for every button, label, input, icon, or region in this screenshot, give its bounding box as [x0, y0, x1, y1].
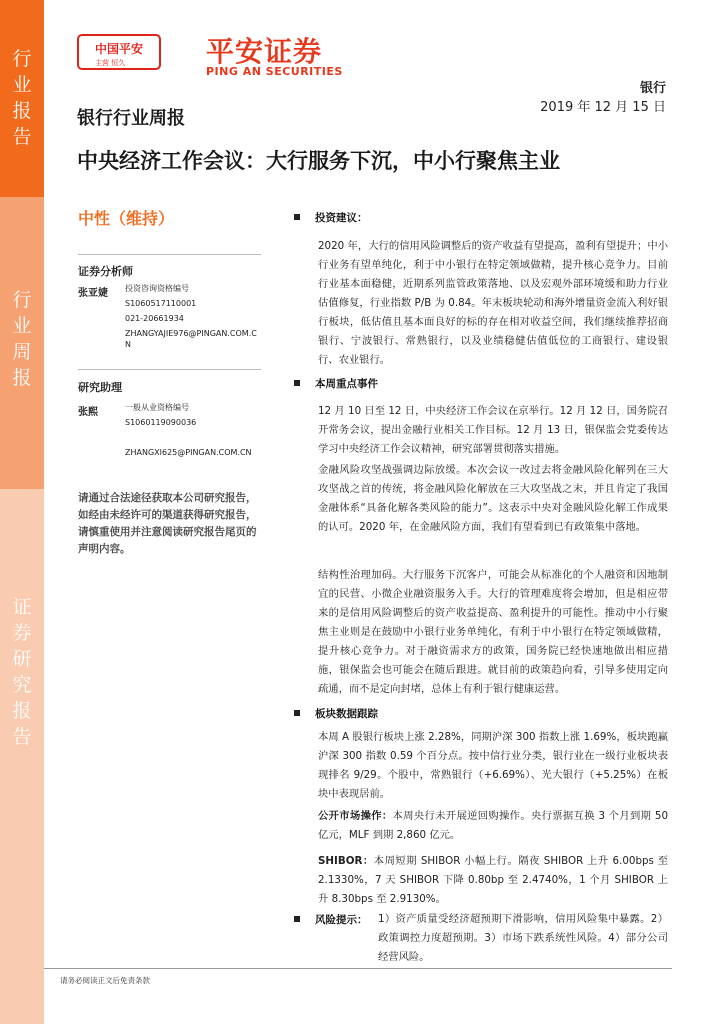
sidebar-label: 行业周报 [12, 289, 32, 389]
assistant-name: 张熙 [78, 407, 98, 418]
section-heading [294, 376, 378, 391]
analyst-heading: 证券分析师 [78, 265, 133, 278]
divider [78, 254, 261, 255]
paragraph: 2020 年，大行的信用风险调整后的资产收益有望提高，盈利有望提升；中小行业务有望单纯化，利于中小银行在特定领域做精，提升核心竞争力。目前行业基本面稳健，近期系列监管政策落地、以及宏观外部环境缓和助力行业估值修复，行业指数 P/B 为 0.84。年末板块轮动和海外增量资金流入利好银行板块，低估值且基本面良好的标的存在相对收益空间，我们继续推荐招商银行、宁波银行、常熟银行，以及业绩稳健估值低位的工商银行、建设银行、农业银行。 [318, 240, 668, 366]
section-heading [294, 210, 368, 225]
bullet-icon [294, 916, 300, 922]
disclaimer: 请通过合法途径获取本公司研究报告，如经由未经许可的渠道获得研究报告，请慎重使用并注意阅读研究报告尾页的声明内容。 [78, 492, 257, 555]
paragraph [318, 852, 668, 909]
analyst-detail: N [125, 340, 131, 349]
footer-divider [44, 968, 672, 969]
logo-text: 中国平安 [94, 42, 143, 56]
paragraph-label: 公开市场操作： [318, 810, 393, 822]
brand-name-cn: 平安证券 [206, 35, 323, 68]
assistant-detail: ZHANGXI625@PINGAN.COM.CN [125, 448, 252, 457]
sector-label: 银行 [639, 81, 666, 96]
assistant-detail: S1060119090036 [125, 418, 197, 427]
paragraph: 1）资产质量受经济超预期下滑影响，信用风险集中暴露。2）政策调控力度超预期。3）市场下跌系统性风险。4）部分公司经营风险。 [378, 913, 668, 963]
bullet-icon [294, 214, 300, 220]
sidebar-securities-research [0, 489, 44, 1024]
divider [78, 369, 261, 370]
sidebar-weekly-report [0, 197, 44, 489]
paragraph-text: 本周短期 SHIBOR 小幅上行。隔夜 SHIBOR 上升 6.00bps 至 2.1330%，7 天 SHIBOR 下降 0.80bp 至 2.4740%，1 个月 SHIBOR 上升 8.30bps 至 2.9130%。 [318, 855, 668, 905]
section-heading-text: 本周重点事件 [315, 378, 378, 390]
report-date: 2019 年 12 月 15 日 [540, 100, 666, 115]
rating: 中性（维持） [78, 209, 175, 228]
paragraph: 结构性治理加码。大行服务下沉客户，可能会从标准化的个人融资和因地制宜的民营、小微企业融资服务入手。大行的管理难度将会增加，但是相应带来的是信用风险调整后的资产收益提高、盈利提升的可能性。推动中小行聚焦主业则是在鼓励中小银行业务单纯化，有利于中小银行在特定领域做精，提升核心竞争力。对于融资需求方的政策，国务院已经快速地做出相应措施，银保监会也可能会在随后跟进。就目前的政策趋向看，引导多使用定向疏通，而不是定向封堵，总体上有利于银行健康运营。 [318, 569, 668, 695]
ping-an-logo [77, 34, 161, 70]
paragraph: 金融风险攻坚战强调边际放缓。本次会议一改过去将金融风险化解列在三大攻坚战之首的传统，将金融风险化解放在三大攻坚战之末，并且肯定了我国金融体系“具备化解各类风险的能力”。这表示中央对金融风险化解工作成果的认可。2020 年，在金融风险方面，我们有望看到已有政策集中落地。 [318, 464, 668, 533]
report-title: 中央经济工作会议：大行服务下沉，中小行聚焦主业 [77, 149, 560, 173]
paragraph: 本周 A 股银行板块上涨 2.28%，同期沪深 300 指数上涨 1.69%，板块跑赢沪深 300 指数 0.59 个百分点。按中信行业分类，银行业在一级行业板块表现排名 9/29。个股中，常熟银行（+6.69%）、光大银行（+5.25%）在板块中表现居前。 [318, 731, 668, 800]
footer-text: 请务必阅读正文后免责条款 [60, 976, 150, 985]
doc-type: 银行行业周报 [77, 108, 185, 129]
assistant-heading: 研究助理 [78, 381, 122, 394]
section-heading-text: 板块数据跟踪 [315, 708, 378, 720]
bullet-icon [294, 710, 300, 716]
bullet-icon [294, 380, 300, 386]
sidebar [0, 0, 44, 1024]
paragraph-text: 本周央行未开展逆回购操作。央行票据互换 3 个月到期 50 亿元，MLF 到期 2,860 亿元。 [318, 810, 668, 841]
sidebar-industry-report [0, 0, 44, 197]
paragraph-label: SHIBOR： [318, 855, 374, 867]
brand-name-en: PING AN SECURITIES [206, 65, 343, 78]
section-heading-text: 风险提示： [315, 914, 368, 926]
section-heading [294, 706, 378, 721]
analyst-detail: ZHANGYAJIE976@PINGAN.COM.C [125, 329, 257, 338]
analyst-detail: 021-20661934 [125, 314, 184, 323]
paragraph: 12 月 10 日至 12 日，中央经济工作会议在京举行。12 月 12 日，国务院召开常务会议，提出金融行业相关工作目标。12 月 13 日，银保监会党委传达学习中央经济工作会议精神，研究部署贯彻落实措施。 [318, 405, 668, 455]
logo-subtext: 主营 恒久 [95, 59, 126, 67]
section-heading [294, 912, 368, 927]
paragraph [318, 807, 668, 845]
analyst-detail: 投资咨询资格编号 [125, 284, 189, 293]
section-heading-text: 投资建议： [315, 212, 368, 224]
sidebar-label: 证券研究报告 [12, 596, 32, 748]
sidebar-label: 行业报告 [12, 48, 32, 148]
assistant-detail: 一般从业资格编号 [125, 403, 189, 412]
analyst-name: 张亚婕 [78, 288, 108, 299]
analyst-detail: S1060517110001 [125, 299, 197, 308]
